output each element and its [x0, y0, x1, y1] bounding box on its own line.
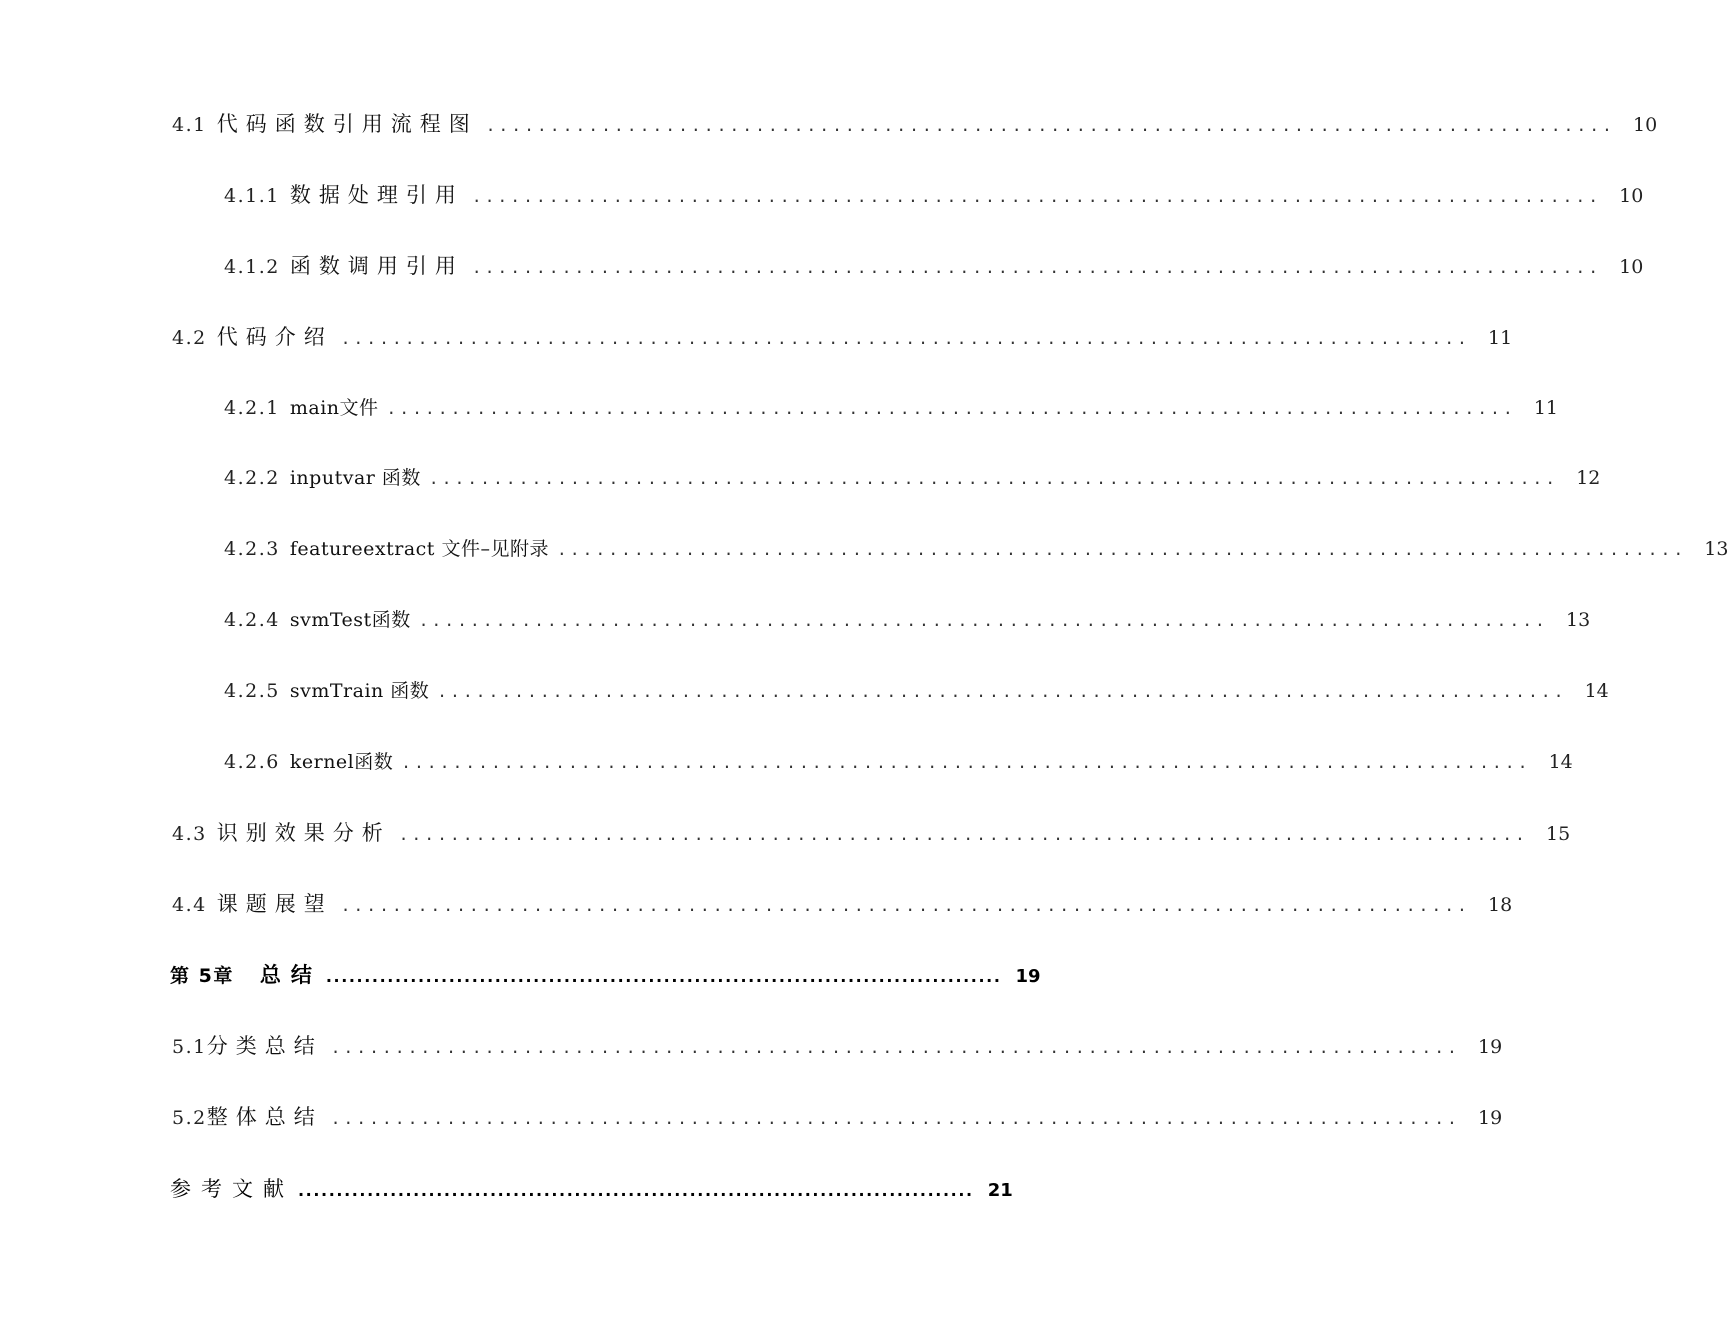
toc-entry-page: 10 [1633, 114, 1658, 136]
toc-entry-number: 4.2.6 [224, 751, 280, 773]
toc-entry-page: 18 [1488, 894, 1513, 916]
toc-dot-leader: ........................................................................................ [401, 753, 1531, 772]
toc-entry-number: 5.1 [172, 1036, 207, 1058]
toc-entry-title: 代码介绍 [216, 325, 333, 349]
toc-entry-title: main文件 [289, 397, 379, 419]
toc-entry[interactable] [224, 600, 1591, 640]
toc-entry[interactable] [172, 884, 1513, 924]
toc-entry-page: 11 [1488, 327, 1513, 349]
toc-entry[interactable] [224, 175, 1644, 215]
toc-dot-leader: ........................................................................................ [330, 1038, 1461, 1057]
toc-dot-leader: ........................................................................................ [471, 187, 1602, 206]
toc-dot-leader: ........................................................................................ [556, 540, 1687, 559]
toc-dot-leader: ........................................................................................ [418, 611, 1548, 630]
toc-entry[interactable] [224, 388, 1559, 428]
toc-entry-title: svmTrain 函数 [289, 680, 430, 702]
toc-dot-leader: ........................................................................................ [437, 682, 1567, 701]
toc-entry[interactable] [172, 1097, 1503, 1137]
toc-chapter-entry[interactable] [170, 1169, 1013, 1209]
toc-entry-number: 4.1 [172, 114, 207, 136]
toc-entry-title: 数据处理引用 [289, 183, 464, 207]
toc-entry[interactable] [224, 458, 1601, 498]
toc-entry-number: 4.1.1 [224, 185, 280, 207]
toc-entry-number: 4.1.2 [224, 256, 280, 278]
toc-dot-leader: ........................................................................................ [485, 116, 1616, 135]
toc-entry-title: 参考文献 [170, 1177, 294, 1201]
toc-entry-page: 21 [987, 1180, 1013, 1201]
toc-dot-leader: ........................................................................................ [386, 399, 1516, 418]
toc-entry-page: 10 [1619, 185, 1644, 207]
toc-entry-page: 11 [1533, 397, 1559, 419]
toc-entry-page: 12 [1576, 467, 1601, 489]
toc-entry-number: 4.2.2 [224, 467, 280, 489]
toc-entry[interactable] [172, 317, 1513, 357]
toc-entry-number: 4.3 [172, 823, 207, 845]
toc-entry-page: 19 [1478, 1107, 1503, 1129]
toc-dot-leader: ........................................................................................ [398, 825, 1529, 844]
toc-entry-title: inputvar 函数 [289, 467, 421, 489]
toc-entry[interactable] [172, 813, 1571, 853]
toc-entry-title: 分类总结 [206, 1034, 323, 1058]
toc-entry-title: featureextract 文件–见附录 [289, 538, 549, 560]
toc-entry-title: 函数调用引用 [289, 254, 464, 278]
toc-entry[interactable] [224, 246, 1644, 286]
toc-entry-number: 4.2.1 [224, 397, 280, 419]
toc-entry-page: 19 [1478, 1036, 1503, 1058]
toc-entry-number: 5.2 [172, 1107, 207, 1129]
toc-entry-title: 课题展望 [216, 892, 333, 916]
toc-entry[interactable] [224, 529, 1728, 569]
toc-entry-page: 10 [1619, 256, 1644, 278]
toc-entry-page: 14 [1584, 680, 1609, 702]
toc-dot-leader: ........................................................................................ [325, 967, 1002, 986]
toc-entry-number: 4.2.3 [224, 538, 280, 560]
toc-entry[interactable] [172, 104, 1658, 144]
toc-entry-number: 4.4 [172, 894, 207, 916]
toc-entry-title: 识别效果分析 [216, 821, 391, 845]
toc-entry-page: 15 [1546, 823, 1571, 845]
toc-entry-title: svmTest函数 [289, 609, 411, 631]
toc-dot-leader: ........................................................................................ [471, 258, 1602, 277]
toc-entry[interactable] [172, 1026, 1503, 1066]
toc-entry-title: 代码函数引用流程图 [216, 112, 478, 136]
toc-entry-title: 总结 [259, 963, 322, 987]
toc-dot-leader: ........................................................................................ [340, 896, 1471, 915]
toc-dot-leader: ........................................................................................ [340, 329, 1471, 348]
toc-entry-page: 13 [1704, 538, 1728, 560]
toc-entry-number: 4.2.4 [224, 609, 280, 631]
toc-entry-page: 14 [1548, 751, 1573, 773]
toc-entry-title: 整体总结 [206, 1105, 323, 1129]
toc-entry[interactable] [224, 742, 1573, 782]
toc-dot-leader: ........................................................................................ [330, 1109, 1461, 1128]
toc-entry-number: 4.2 [172, 327, 207, 349]
toc-entry[interactable] [224, 671, 1609, 711]
toc-dot-leader: ........................................................................................ [428, 469, 1559, 488]
toc-dot-leader: ........................................................................................ [298, 1181, 974, 1200]
toc-entry-number: 第 5章 [170, 965, 234, 987]
toc-entry-number: 4.2.5 [224, 680, 280, 702]
toc-entry-page: 19 [1015, 966, 1041, 987]
toc-entry-page: 13 [1566, 609, 1591, 631]
toc-entry-title: kernel函数 [289, 751, 394, 773]
toc-chapter-entry[interactable] [170, 955, 1041, 995]
